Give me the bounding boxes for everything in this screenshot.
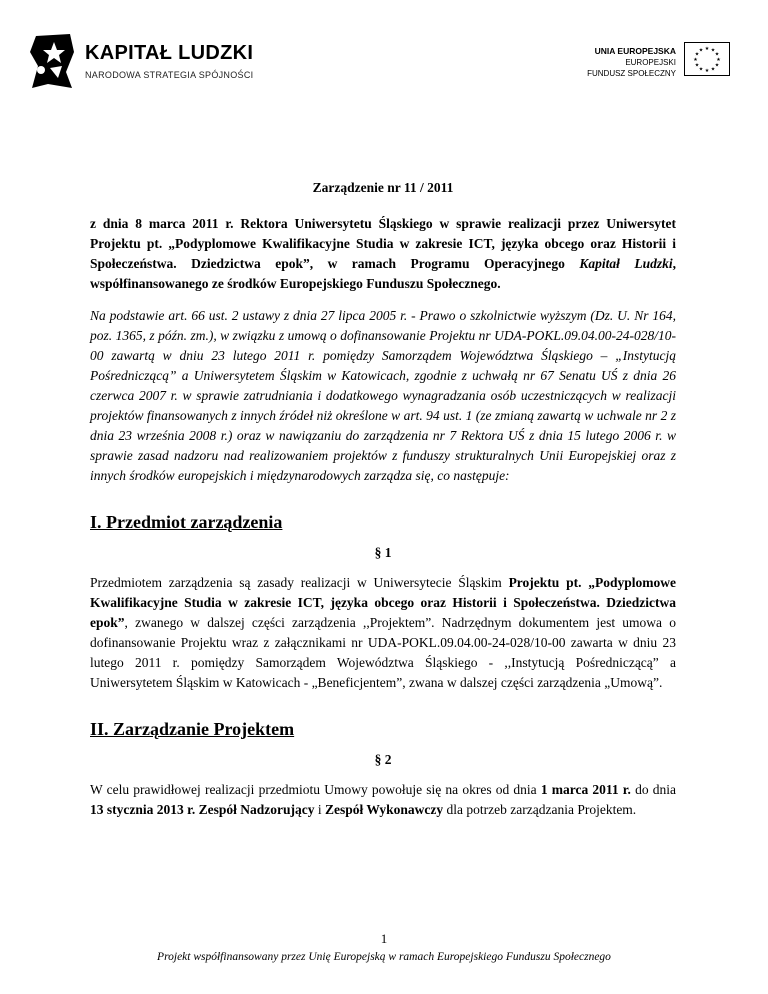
svg-text:★: ★ bbox=[698, 66, 704, 73]
svg-text:★: ★ bbox=[714, 51, 720, 58]
intro-text-part1: z dnia 8 marca 2011 r. Rektora Uniwersytetu Śląskiego w sprawie realizacji przez Uniwersytet Projektu pt. „Podyplomowe Kwalifikacyjne Studia w zakresie ICT, języka obcego oraz Historii i Społeczeństwa. Dziedzictwa epok”, w ramach Programu Operacyjnego bbox=[90, 216, 676, 271]
s2-supervisory-team: Zespół Nadzorujący bbox=[198, 802, 315, 817]
svg-text:★: ★ bbox=[704, 46, 710, 52]
svg-text:★: ★ bbox=[716, 57, 721, 63]
document-body bbox=[90, 180, 676, 820]
eu-flag-icon bbox=[684, 42, 730, 76]
page-footer bbox=[0, 931, 768, 963]
s2-text-i: dla potrzeb zarządzania Projektem. bbox=[443, 802, 637, 817]
section2-paragraph bbox=[90, 780, 676, 820]
section-heading-1: I. Przedmiot zarządzenia bbox=[90, 512, 283, 532]
eu-logo-line3: FUNDUSZ SPOŁECZNY bbox=[587, 69, 676, 78]
legal-basis: Na podstawie art. 66 ust. 2 ustawy z dnia 27 lipca 2005 r. - Prawo o szkolnictwie wyższym (Dz. U. Nr 164, poz. 1365, z późn. zm.), w związku z umową o dofinansowanie Projektu nr UDA-POKL.09.04.00-24-028/10-00 zawartą w dniu 23 lutego 2011 r. pomiędzy Samorządem Województwa Śląskiego – „Instytucją Pośredniczącą” a Uniwersytetem Śląskim w Katowicach, zgodnie z uchwałą nr 67 Senatu UŚ z dnia 26 czerwca 2007 r. w sprawie zatrudniania i dodatkowego wynagradzania osób uczestniczących w realizacji projektów finansowanych z innych źródeł niż określone w art. 94 ust. 1 (ze zmianą zawartą w uchwale nr 2 z dnia 23 września 2008 r.) oraz w nawiązaniu do zarządzenia nr 7 Rektora UŚ z dnia 15 lutego 2006 r. w sprawie zasad nadzoru nad realizowaniem projektów z funduszy strukturalnych Unii Europejskiej oraz z innych środków europejskich i międzynarodowych zarządza się, co następuje: bbox=[90, 308, 676, 483]
s2-start-date: 1 marca 2011 r. bbox=[540, 782, 631, 797]
svg-text:★: ★ bbox=[710, 66, 716, 73]
document-intro bbox=[90, 214, 676, 294]
paragraph-mark-2: § 2 bbox=[374, 752, 392, 767]
eu-logo-text bbox=[587, 46, 676, 79]
svg-text:★: ★ bbox=[714, 62, 720, 69]
footer-note: Projekt współfinansowany przez Unię Europejską w ramach Europejskiego Funduszu Społecznego bbox=[157, 951, 611, 963]
s2-text-a: W celu prawidłowej realizacji przedmiotu Umowy powołuje się na okres od dnia bbox=[90, 782, 541, 797]
document-title: Zarządzenie nr 11 / 2011 bbox=[312, 180, 454, 195]
s1-project-name: Projektu pt. „Podyplomowe Kwalifikacyjne Studia w zakresie ICT, języka obcego oraz Historii i Społeczeństwa. Dziedzictwa epok” bbox=[90, 575, 676, 630]
kapital-ludzki-title: KAPITAŁ LUDZKI bbox=[85, 42, 254, 64]
s2-text-c: do dnia bbox=[630, 782, 676, 797]
s1-text-c: , zwanego w dalszej części zarządzenia ,,Projektem”. Nadrzędnym dokumentem jest umowa o dofinansowanie Projektu wraz z załącznikami nr UDA-POKL.09.04.00-24-028/10-00 zawarta w dniu 23 lutego 2011 r. pomiędzy Samorządem Województwa Śląskiego - ,,Instytucją Pośredniczącą” a Uniwersytetem Śląskim w Katowicach - „Beneficjentem”, zwana w dalszej części zarządzenia „Umową”. bbox=[90, 615, 676, 690]
s2-text-g: i bbox=[314, 802, 326, 817]
eu-logo bbox=[560, 40, 730, 88]
eu-logo-line1: UNIA EUROPEJSKA bbox=[594, 46, 676, 56]
kapital-ludzki-subtitle: NARODOWA STRATEGIA SPÓJNOŚCI bbox=[85, 70, 254, 80]
svg-text:★: ★ bbox=[698, 47, 704, 54]
s1-text-a: Przedmiotem zarządzenia są zasady realizacji w Uniwersytecie Śląskim bbox=[90, 575, 509, 590]
svg-text:★: ★ bbox=[694, 51, 700, 58]
svg-text:★: ★ bbox=[694, 62, 700, 69]
page-number: 1 bbox=[380, 931, 388, 946]
eu-logo-line2: EUROPEJSKI bbox=[625, 58, 676, 67]
section-heading-2: II. Zarządzanie Projektem bbox=[90, 719, 295, 739]
s2-end-date: 13 stycznia 2013 r. bbox=[90, 802, 196, 817]
svg-text:★: ★ bbox=[710, 47, 716, 54]
paragraph-mark-1: § 1 bbox=[374, 545, 392, 560]
kapital-ludzki-logo bbox=[28, 32, 278, 92]
svg-text:★: ★ bbox=[693, 57, 698, 63]
section1-paragraph bbox=[90, 573, 676, 693]
kapital-ludzki-emblem-icon bbox=[28, 32, 78, 90]
intro-text-part2: , współfinansowanego ze środków Europejskiego Funduszu Społecznego. bbox=[90, 256, 676, 291]
s2-executive-team: Zespół Wykonawczy bbox=[325, 802, 444, 817]
intro-program-name: Kapitał Ludzki bbox=[579, 256, 673, 271]
svg-text:★: ★ bbox=[704, 68, 710, 74]
